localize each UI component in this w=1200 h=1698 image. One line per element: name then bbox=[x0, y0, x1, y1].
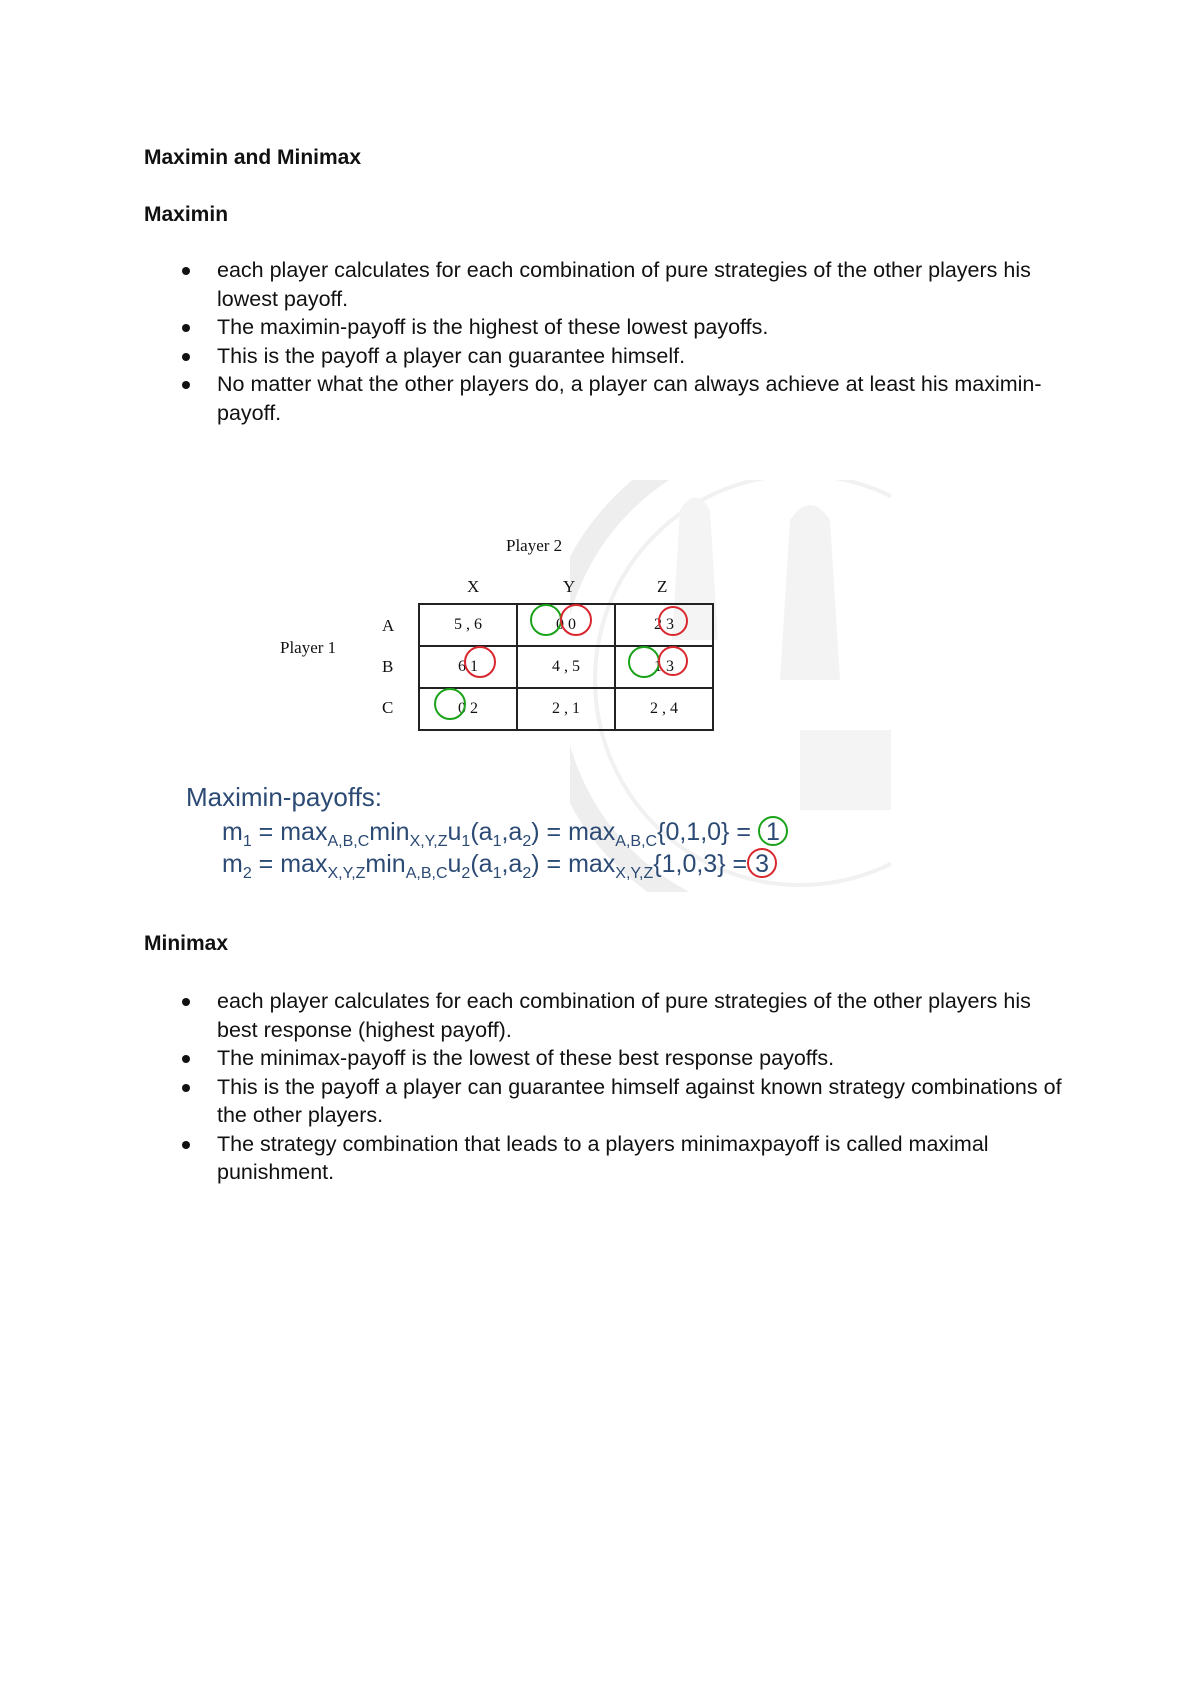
row-header-c: C bbox=[382, 698, 394, 717]
minimax-bullet-list bbox=[144, 987, 1074, 1187]
table-cell: 2 , 4 bbox=[615, 688, 713, 730]
list-item: This is the payoff a player can guarantee himself. bbox=[144, 342, 1074, 371]
table-cell: 1 3 bbox=[615, 646, 713, 688]
maximin-bullet-list bbox=[144, 256, 1074, 427]
table-cell: 2 , 1 bbox=[517, 688, 615, 730]
maximin-formula-player1: $m_1 = \max_{A,B,C}\min_{X,Y,Z}u_1(a_1,a_2) = \max_{A,B,C}\{0,1,0\} = 1$ bbox=[222, 816, 788, 851]
table-cell: 5 , 6 bbox=[419, 604, 517, 646]
payoff-matrix-figure bbox=[180, 480, 891, 892]
column-header-y: Y bbox=[563, 577, 576, 596]
red-circle-marker bbox=[464, 646, 496, 678]
list-item: No matter what the other players do, a player can always achieve at least his maximin-payoff. bbox=[144, 370, 1074, 427]
maximin-heading: Maximin bbox=[144, 203, 229, 226]
green-circle-marker bbox=[530, 604, 562, 636]
green-circle-marker bbox=[434, 688, 466, 720]
green-circle-result: 1 bbox=[758, 816, 788, 846]
list-item: The maximin-payoff is the highest of these lowest payoffs. bbox=[144, 313, 1074, 342]
column-header-x: X bbox=[467, 577, 480, 596]
list-item: The strategy combination that leads to a players minimaxpayoff is called maximal punishment. bbox=[144, 1130, 1074, 1187]
player1-label: Player 1 bbox=[280, 638, 337, 657]
row-header-a: A bbox=[382, 616, 395, 635]
list-item: The minimax-payoff is the lowest of these best response payoffs. bbox=[144, 1044, 1074, 1073]
player2-label: Player 2 bbox=[506, 536, 563, 555]
red-circle-marker bbox=[658, 646, 688, 676]
red-circle-result: 3 bbox=[747, 848, 777, 878]
list-item: This is the payoff a player can guarantee himself against known strategy combinations of the other players. bbox=[144, 1073, 1074, 1130]
column-header-z: Z bbox=[657, 577, 668, 596]
green-circle-marker bbox=[628, 646, 660, 678]
table-cell: 6 1 bbox=[419, 646, 517, 688]
list-item: each player calculates for each combination of pure strategies of the other players his best response (highest payoff). bbox=[144, 987, 1074, 1044]
red-circle-marker bbox=[560, 604, 592, 636]
document-title: Maximin and Minimax bbox=[144, 146, 362, 169]
red-circle-marker bbox=[658, 606, 688, 636]
table-cell: 4 , 5 bbox=[517, 646, 615, 688]
table-cell: 0 0 bbox=[517, 604, 615, 646]
row-header-b: B bbox=[382, 657, 394, 676]
minimax-heading: Minimax bbox=[144, 932, 229, 955]
table-cell: 2 3 bbox=[615, 604, 713, 646]
formula-title: Maximin-payoffs: bbox=[186, 782, 383, 812]
maximin-formula-player2: $m_2 = \max_{X,Y,Z}\min_{A,B,C}u_2(a_1,a_2) = \max_{X,Y,Z}\{1,0,3\} = 3$ bbox=[222, 848, 777, 883]
list-item: each player calculates for each combination of pure strategies of the other players his lowest payoff. bbox=[144, 256, 1074, 313]
table-cell: 0 2 bbox=[419, 688, 517, 730]
